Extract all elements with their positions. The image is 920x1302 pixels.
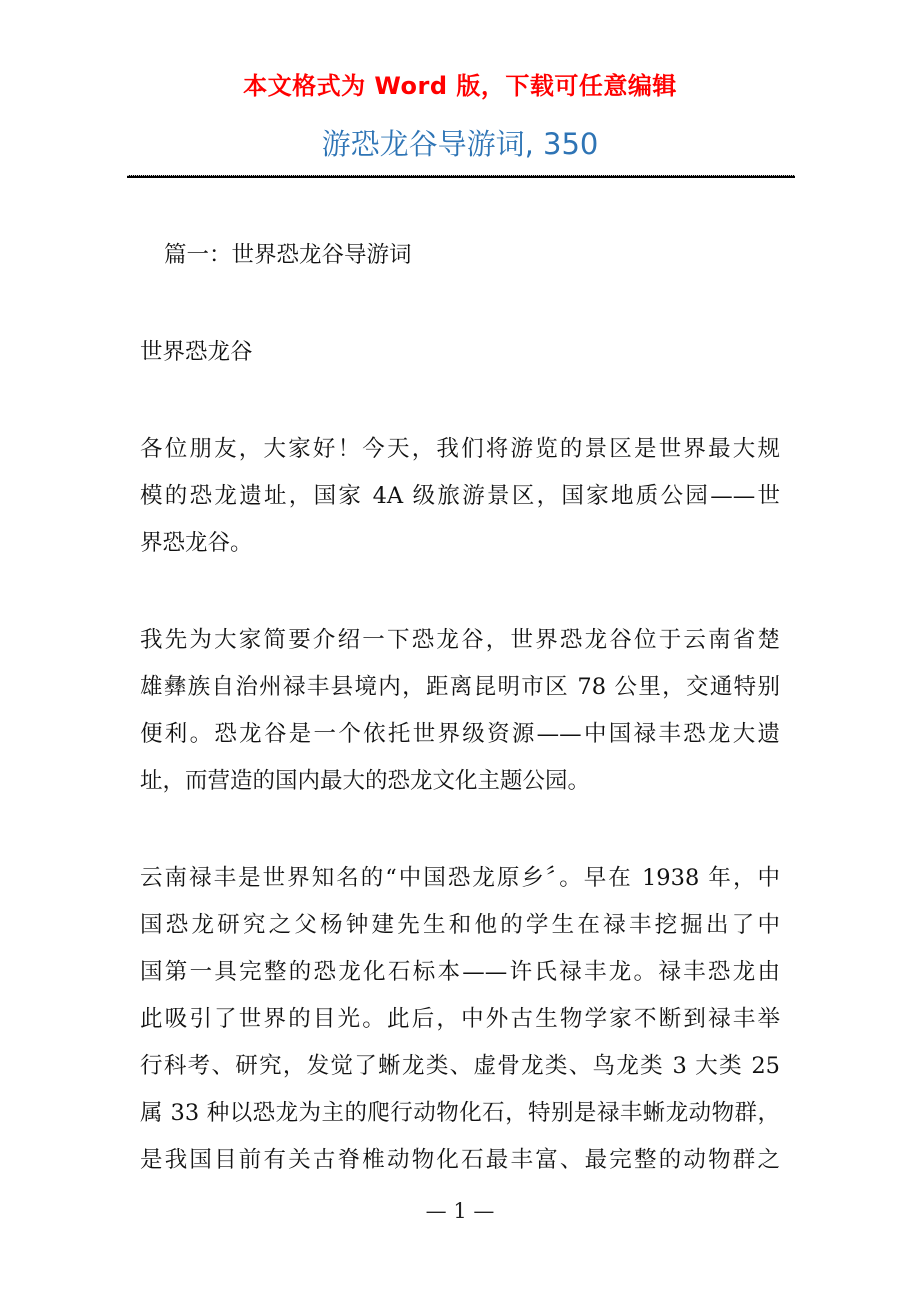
paragraph-line: 行科考、研究，发觉了蜥龙类、虚骨龙类、鸟龙类 3 大类 25 bbox=[140, 1053, 780, 1079]
paragraph-line: 雄彝族自治州禄丰县境内，距离昆明市区 78 公里，交通特别 bbox=[140, 674, 780, 700]
section-heading: 篇一：世界恐龙谷导游词 bbox=[164, 242, 412, 268]
download-banner: 本文格式为 Word 版，下载可任意编辑 bbox=[243, 72, 677, 100]
spacer bbox=[140, 279, 780, 329]
paragraph-line: 此吸引了世界的目光。此后，中外古生物学家不断到禄丰举 bbox=[140, 1006, 780, 1032]
paragraph-line: 属 33 种以恐龙为主的爬行动物化石，特别是禄丰蜥龙动物群， bbox=[140, 1100, 780, 1126]
document-title: 游恐龙谷导游词, 350 bbox=[321, 127, 599, 161]
document-body bbox=[140, 232, 780, 1184]
spacer bbox=[140, 567, 780, 617]
paragraph-line: 界恐龙谷。 bbox=[140, 530, 253, 556]
subheading: 世界恐龙谷 bbox=[140, 339, 253, 365]
paragraph-line: 云南禄丰是世界知名的“中国恐龙原乡〞。早在 1938 年，中 bbox=[140, 865, 780, 891]
paragraph-line: 模的恐龙遗址，国家 4A 级旅游景区，国家地质公园——世 bbox=[140, 483, 780, 509]
paragraph-line: 国第一具完整的恐龙化石标本——许氏禄丰龙。禄丰恐龙由 bbox=[140, 959, 780, 985]
paragraph-line: 址，而营造的国内最大的恐龙文化主题公园。 bbox=[140, 768, 591, 794]
paragraph-introduction bbox=[140, 617, 780, 805]
paragraph-greeting bbox=[140, 426, 780, 567]
header-divider bbox=[127, 175, 795, 178]
paragraph-history bbox=[140, 855, 780, 1184]
paragraph-line: 国恐龙研究之父杨钟建先生和他的学生在禄丰挖掘出了中 bbox=[140, 912, 780, 938]
spacer bbox=[140, 805, 780, 855]
page-number: — 1 — bbox=[425, 1199, 495, 1223]
paragraph-line: 便利。恐龙谷是一个依托世界级资源——中国禄丰恐龙大遗 bbox=[140, 721, 780, 747]
paragraph-line: 我先为大家简要介绍一下恐龙谷，世界恐龙谷位于云南省楚 bbox=[140, 627, 780, 653]
paragraph-line: 是我国目前有关古脊椎动物化石最丰富、最完整的动物群之 bbox=[140, 1147, 780, 1173]
paragraph-line: 各位朋友，大家好！今天，我们将游览的景区是世界最大规 bbox=[140, 436, 780, 462]
spacer bbox=[140, 376, 780, 426]
